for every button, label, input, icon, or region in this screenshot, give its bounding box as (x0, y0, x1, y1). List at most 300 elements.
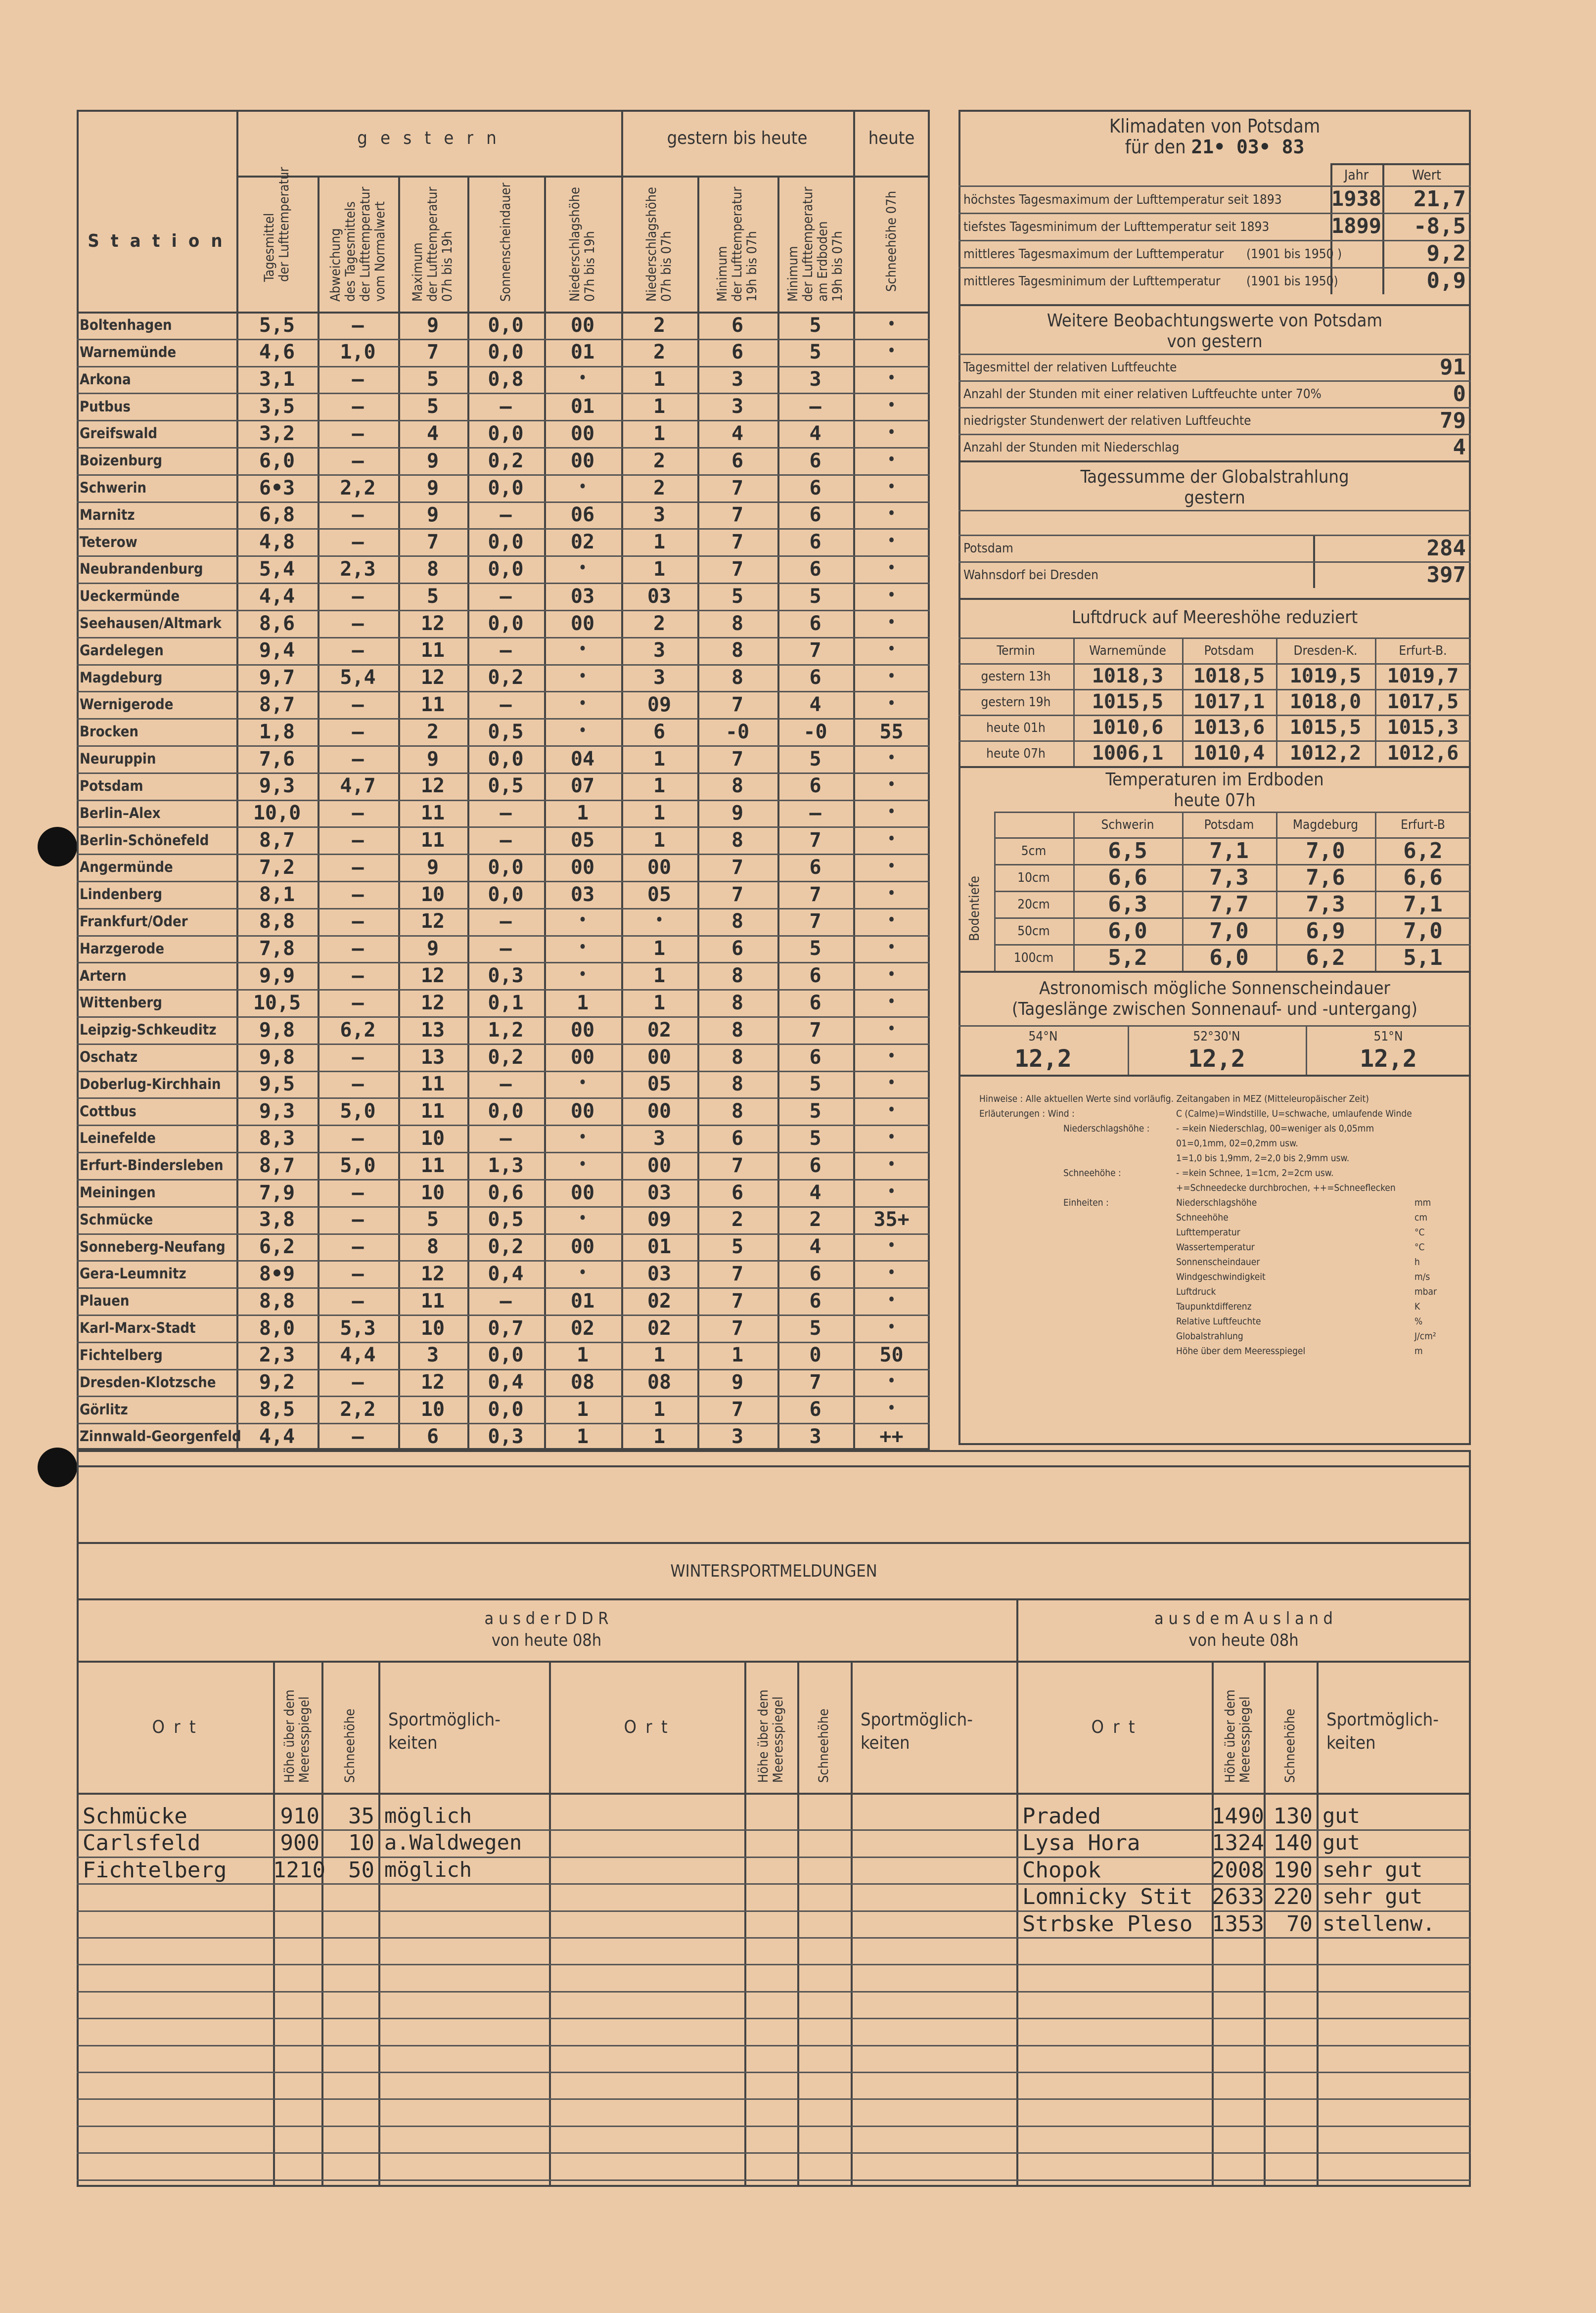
ddr-ort: Fichtelberg (83, 1857, 227, 1883)
station-value: 8,7 (259, 693, 295, 716)
station-value: 00 (570, 1045, 595, 1069)
rule-line (77, 1423, 930, 1424)
unit-name: Niederschlagshöhe (1176, 1197, 1257, 1208)
station-value: 4 (426, 422, 439, 445)
station-value: 9 (426, 476, 439, 499)
station-value: 1 (653, 964, 666, 988)
station-value: 0,0 (488, 531, 524, 554)
col-schneehoehe: Schneehöhe (1282, 1708, 1298, 1783)
station-value: – (500, 829, 512, 852)
station-name: Sonneberg-Neufang (80, 1238, 226, 1255)
station-value: 2 (653, 612, 666, 635)
station-value: 5 (426, 585, 439, 608)
ausland-hoehe: 2633 (1212, 1884, 1264, 1910)
klima-title: Klimadaten von Potsdam (1109, 115, 1321, 137)
rule-line (77, 366, 930, 367)
unit-name: Taupunktdifferenz (1176, 1301, 1252, 1312)
wintersport-title: WINTERSPORTMELDUNGEN (670, 1561, 877, 1581)
station-value: 03 (647, 585, 672, 608)
station-value: • (578, 1073, 588, 1093)
station-value: • (578, 1208, 588, 1228)
station-value: 9,8 (259, 1045, 295, 1069)
station-value: • (887, 802, 896, 822)
station-value: 9 (731, 1371, 744, 1394)
station-value: • (887, 1371, 896, 1391)
station-value: 0,0 (488, 883, 524, 906)
klima-jahr: 1938 (1331, 186, 1382, 211)
sonne-value: 12,2 (1188, 1045, 1245, 1073)
ausland-sport: gut (1322, 1830, 1360, 1855)
station-value: 08 (647, 1371, 672, 1394)
unit-value: m/s (1414, 1271, 1430, 1282)
station-value: 02 (647, 1018, 672, 1042)
ausland-schnee: 190 (1273, 1857, 1313, 1883)
station-value: • (887, 314, 896, 334)
ausland-sport: sehr gut (1322, 1857, 1423, 1882)
station-value: 4 (809, 693, 821, 716)
station-value: • (887, 449, 896, 469)
group-header-gestern: g e s t e r n (357, 128, 501, 148)
rule-line (1330, 163, 1471, 165)
station-value: 11 (420, 1289, 445, 1313)
station-value: • (887, 964, 896, 985)
station-value: – (352, 693, 364, 716)
erdboden-value: 6,2 (1306, 945, 1345, 970)
luftdruck-value: 1015,3 (1387, 716, 1459, 739)
luftdruck-title: Luftdruck auf Meereshöhe reduziert (1071, 607, 1358, 628)
rule-line (77, 2045, 1471, 2046)
ausland-ort: Lysa Hora (1022, 1830, 1140, 1856)
rule-line (77, 1260, 930, 1262)
station-value: 4 (731, 422, 744, 445)
unit-name: Schneehöhe (1176, 1212, 1229, 1223)
ddr-sport: möglich (384, 1857, 472, 1882)
station-value: 12 (420, 964, 445, 988)
erdboden-depth: 10cm (1017, 870, 1050, 885)
station-value: 9,7 (259, 666, 295, 689)
station-value: 3,2 (259, 422, 295, 445)
station-name: Neuruppin (80, 750, 156, 768)
rule-line (77, 718, 930, 720)
klima-label: tiefstes Tagesminimum der Lufttemperatur seit 1893 (963, 220, 1270, 234)
station-value: 00 (647, 856, 672, 879)
schnee-label: Schneehöhe : (1063, 1168, 1121, 1179)
station-value: 4 (809, 1181, 821, 1204)
station-value: 5 (809, 1127, 821, 1150)
station-value: 1 (653, 829, 666, 852)
station-value: 1 (653, 991, 666, 1014)
ddr-hoehe: 910 (280, 1804, 319, 1829)
rule-line (77, 1793, 1471, 1795)
rule-line (77, 555, 930, 557)
station-value: 10,5 (253, 991, 301, 1014)
luftdruck-header: Warnemünde (1089, 643, 1166, 658)
station-value: 6 (809, 503, 821, 527)
erdboden-value: 6,6 (1108, 865, 1147, 890)
erdboden-depth: 5cm (1021, 844, 1047, 859)
station-value: 6 (809, 449, 821, 472)
station-name: Leipzig-Schkeuditz (80, 1021, 217, 1039)
station-value: 9,5 (259, 1073, 295, 1096)
station-value: 8 (731, 612, 744, 635)
station-value: 2,2 (340, 476, 376, 499)
ddr-ort: Schmücke (83, 1804, 187, 1829)
column-header: Niederschlagshöhe 07h bis 19h (567, 187, 597, 302)
rule-line (77, 2179, 1471, 2181)
station-value: 11 (420, 639, 445, 662)
ausland-hoehe: 1353 (1212, 1911, 1264, 1937)
station-value: • (887, 1018, 896, 1039)
rule-line (958, 407, 1471, 408)
rule-line (77, 420, 930, 421)
rule-line (77, 745, 930, 747)
station-value: 7 (809, 883, 821, 906)
col-hoehe: Höhe über dem Meeresspiegel (755, 1689, 786, 1783)
station-value: 8,3 (259, 1127, 295, 1150)
station-name: Karl-Marx-Stadt (80, 1319, 196, 1337)
sonne-value: 12,2 (1014, 1045, 1072, 1073)
station-value: 0 (809, 1344, 821, 1367)
station-value: 8,5 (259, 1398, 295, 1421)
station-value: 12 (420, 991, 445, 1014)
luftdruck-value: 1013,6 (1193, 716, 1265, 739)
station-value: 8,1 (259, 883, 295, 906)
station-name: Putbus (80, 398, 131, 415)
rule-line (77, 962, 930, 963)
station-value: 6 (731, 341, 744, 364)
station-value: 0,0 (488, 1100, 524, 1123)
station-name: Lindenberg (80, 886, 163, 903)
erdboden-header: Potsdam (1204, 817, 1254, 832)
station-value: • (654, 910, 664, 930)
luftdruck-value: 1006,1 (1092, 742, 1164, 765)
station-value: – (352, 883, 364, 906)
column-header: Tagesmittel der Lufttemperatur (262, 167, 292, 282)
unit-name: Höhe über dem Meeresspiegel (1176, 1346, 1306, 1357)
station-value: 1 (653, 395, 666, 418)
rule-line (958, 380, 1471, 382)
station-value: 6 (809, 991, 821, 1014)
klima-wert: 0,9 (1426, 268, 1466, 293)
luftdruck-value: 1018,0 (1289, 690, 1362, 713)
station-value: 5 (809, 341, 821, 364)
klima-period: (1901 bis 1950 ) (1246, 247, 1342, 262)
rule-line (77, 664, 930, 666)
station-value: 5 (809, 937, 821, 960)
station-value: 6 (809, 1289, 821, 1313)
station-value: – (500, 1127, 512, 1150)
rule-line (77, 1937, 1471, 1939)
station-value: – (352, 937, 364, 960)
station-value: 5 (809, 1073, 821, 1096)
station-value: 5 (809, 314, 821, 337)
station-value: 1 (653, 422, 666, 445)
station-value: 1 (653, 557, 666, 581)
station-value: 11 (420, 829, 445, 852)
station-name: Arkona (80, 370, 131, 388)
station-name: Cottbus (80, 1102, 137, 1120)
station-name: Wittenberg (80, 994, 162, 1011)
rule-line (77, 2072, 1471, 2073)
station-value: 12 (420, 666, 445, 689)
punch-hole (38, 1448, 77, 1487)
station-value: 7 (731, 1398, 744, 1421)
station-value: 8 (426, 1235, 439, 1259)
station-value: 1 (576, 1425, 589, 1448)
klima-wert: 9,2 (1426, 241, 1466, 266)
station-value: 8 (731, 1073, 744, 1096)
global-value: 284 (1426, 536, 1466, 561)
station-value: • (578, 693, 588, 713)
station-value: • (578, 476, 588, 497)
luftdruck-value: 1015,5 (1289, 716, 1362, 739)
weitere-label: Anzahl der Stunden mit einer relativen Luftfeuchte unter 70% (963, 387, 1322, 402)
rule-line (77, 528, 930, 530)
station-value: – (352, 585, 364, 608)
erdboden-value: 6,0 (1108, 918, 1147, 944)
col-schneehoehe: Schneehöhe (816, 1708, 831, 1783)
ausland-hoehe: 1324 (1212, 1830, 1264, 1856)
rule-line (77, 1233, 930, 1235)
station-value: 7 (731, 557, 744, 581)
rule-line (744, 1661, 746, 2187)
rule-line (958, 766, 1471, 768)
ddr-schnee: 10 (348, 1830, 374, 1856)
station-value: 9,3 (259, 774, 295, 798)
station-value: – (352, 1073, 364, 1096)
station-value: – (352, 802, 364, 825)
unit-value: °C (1414, 1242, 1425, 1253)
station-value: 0,0 (488, 314, 524, 337)
station-value: 05 (570, 829, 595, 852)
luftdruck-value: 1012,2 (1289, 742, 1362, 765)
station-value: 5,4 (259, 557, 295, 581)
station-value: 4,4 (259, 585, 295, 608)
station-value: 6 (809, 531, 821, 554)
station-value: 5 (809, 1100, 821, 1123)
rule-line (77, 1152, 930, 1153)
station-value: • (578, 964, 588, 985)
station-name: Harzgerode (80, 940, 165, 957)
station-value: 08 (570, 1371, 595, 1394)
station-value: 5 (426, 1208, 439, 1231)
rule-line (77, 501, 930, 503)
sonne-title: Astronomisch mögliche Sonnenscheindauer (1039, 978, 1390, 998)
station-value: 12 (420, 612, 445, 635)
rule-line (77, 393, 930, 394)
unit-value: J/cm² (1414, 1331, 1436, 1342)
rule-line (958, 185, 1471, 187)
station-value: 8•9 (259, 1263, 295, 1285)
station-value: 5,3 (340, 1316, 376, 1340)
station-value: 5,0 (340, 1100, 376, 1123)
station-value: – (500, 585, 512, 608)
station-value: 01 (570, 1289, 595, 1313)
station-value: – (500, 1073, 512, 1096)
station-value: 1 (576, 991, 589, 1014)
station-name: Boizenburg (80, 452, 163, 469)
ausland-ort: Lomnicky Stit (1022, 1884, 1193, 1910)
station-value: 3 (809, 368, 821, 391)
erlaeuterungen-label: Erläuterungen : Wind : (979, 1108, 1075, 1119)
ausland-title: a u s d e m A u s l a n d (1154, 1609, 1333, 1629)
unit-name: Globalstrahlung (1176, 1331, 1243, 1342)
station-value: 7 (426, 531, 439, 554)
weitere-label: niedrigster Stundenwert der relativen Luftfeuchte (963, 413, 1251, 428)
station-value: • (578, 720, 588, 740)
unit-value: °C (1414, 1227, 1425, 1238)
station-value: – (352, 1289, 364, 1313)
ddr-hoehe: 1210 (273, 1857, 325, 1883)
erdboden-header: Magdeburg (1292, 817, 1359, 832)
station-value: – (352, 1045, 364, 1069)
rule-line (797, 1661, 799, 2187)
luftdruck-termin: heute 07h (986, 746, 1046, 761)
station-value: 7 (809, 910, 821, 933)
station-name: Dresden-Klotzsche (80, 1373, 216, 1391)
station-value: 6•3 (259, 476, 295, 499)
station-value: 6,0 (259, 449, 295, 472)
rule-line (77, 691, 930, 692)
station-value: 0,2 (488, 1235, 524, 1259)
rule-line (77, 1206, 930, 1208)
station-value: • (887, 774, 896, 795)
column-header: Minimum der Lufttemperatur am Erdboden 19h bis 07h (785, 186, 845, 302)
station-value: 1 (653, 802, 666, 825)
rule-line (77, 1125, 930, 1126)
erdboden-value: 7,3 (1306, 892, 1345, 917)
station-value: 8,8 (259, 1289, 295, 1313)
station-value: 8,8 (259, 910, 295, 933)
station-value: 0,7 (488, 1316, 524, 1340)
station-value: 6 (731, 937, 744, 960)
erdboden-value: 7,1 (1209, 838, 1249, 863)
station-value: – (352, 1425, 364, 1448)
station-value: – (500, 639, 512, 662)
klima-wert: -8,5 (1414, 214, 1466, 239)
station-value: 6,2 (340, 1018, 376, 1042)
station-name: Schmücke (80, 1211, 153, 1228)
unit-name: Lufttemperatur (1176, 1227, 1240, 1238)
station-value: 5 (426, 368, 439, 391)
station-value: 7,9 (259, 1181, 295, 1204)
station-value: 7,2 (259, 856, 295, 879)
station-value: 3,1 (259, 368, 295, 391)
erdboden-value: 6,3 (1108, 892, 1147, 917)
station-value: 00 (570, 1018, 595, 1042)
station-value: – (352, 449, 364, 472)
station-value: 1,0 (340, 341, 376, 364)
nied-text: 1=1,0 bis 1,9mm, 2=2,0 bis 2,9mm usw. (1176, 1153, 1350, 1164)
luftdruck-header: Erfurt-B. (1399, 643, 1447, 658)
station-value: 7 (809, 639, 821, 662)
ausland-ort: Chopok (1022, 1857, 1101, 1883)
station-name: Teterow (80, 533, 137, 550)
station-value: • (578, 557, 588, 578)
ausland-sport: sehr gut (1322, 1884, 1423, 1909)
global-value: 397 (1426, 562, 1466, 588)
station-value: • (887, 937, 896, 957)
rule-line (77, 2152, 1471, 2154)
klima-date: 21• 03• 83 (1191, 136, 1305, 158)
unit-value: m (1414, 1346, 1423, 1357)
station-name: Boltenhagen (80, 317, 172, 334)
station-value: 6,2 (259, 1235, 295, 1259)
station-value: • (578, 639, 588, 659)
station-value: – (352, 639, 364, 662)
luftdruck-header: Dresden-K. (1293, 643, 1358, 658)
station-value: 10,0 (253, 802, 301, 825)
column-header: Sonnenscheindauer (498, 182, 513, 302)
station-value: • (887, 1181, 896, 1201)
rule-line (77, 2126, 1471, 2127)
station-name: Schwerin (80, 479, 147, 496)
station-value: 2 (653, 314, 666, 337)
station-name: Berlin-Schönefeld (80, 831, 209, 849)
station-value: – (352, 964, 364, 988)
rule-line (958, 240, 1471, 241)
station-value: 8 (731, 774, 744, 798)
station-value: – (352, 503, 364, 527)
station-value: 0,4 (488, 1263, 524, 1285)
station-value: – (352, 856, 364, 879)
station-value: 7 (809, 1018, 821, 1042)
station-value: • (887, 910, 896, 930)
station-value: 03 (647, 1263, 672, 1285)
erdboden-value: 7,6 (1306, 865, 1345, 890)
station-value: • (887, 1235, 896, 1256)
station-value: 0,0 (488, 856, 524, 879)
station-value: 1 (653, 368, 666, 391)
station-value: • (887, 693, 896, 713)
station-name: Warnemünde (80, 343, 177, 361)
station-value: • (887, 1045, 896, 1066)
erdboden-value: 5,2 (1108, 945, 1147, 970)
erdboden-value: 7,0 (1209, 918, 1249, 944)
station-value: – (352, 1371, 364, 1394)
station-value: 6 (731, 314, 744, 337)
station-value: 1 (576, 1398, 589, 1421)
weitere-label: Anzahl der Stunden mit Niederschlag (963, 440, 1180, 455)
column-header: Schneehöhe 07h (883, 190, 899, 292)
station-value: • (887, 1073, 896, 1093)
col-sportmoeglichkeiten: Sportmöglich- keiten (388, 1710, 501, 1753)
station-value: 0,0 (488, 341, 524, 364)
station-value: 0,4 (488, 1371, 524, 1394)
station-value: 2 (426, 720, 439, 743)
weitere-subtitle: von gestern (1167, 331, 1263, 352)
rule-line (77, 908, 930, 909)
rule-line (77, 1315, 930, 1316)
station-value: 7 (731, 1154, 744, 1177)
rule-line (958, 637, 1471, 639)
station-value: – (352, 531, 364, 554)
station-value: – (352, 829, 364, 852)
rule-line (77, 1396, 930, 1397)
station-value: 35+ (873, 1208, 910, 1231)
sonne-value: 12,2 (1360, 1045, 1417, 1073)
station-name: Fichtelberg (80, 1346, 163, 1363)
sonne-subtitle: (Tageslänge zwischen Sonnenauf- und -untergang) (1011, 999, 1418, 1019)
klima-jahr: 1899 (1331, 214, 1382, 238)
station-value: 6 (809, 1263, 821, 1285)
station-value: 5 (809, 585, 821, 608)
station-value: – (352, 395, 364, 418)
station-value: 00 (647, 1154, 672, 1177)
station-value: 7 (731, 476, 744, 499)
station-value: 6 (809, 666, 821, 689)
station-value: • (578, 910, 588, 930)
